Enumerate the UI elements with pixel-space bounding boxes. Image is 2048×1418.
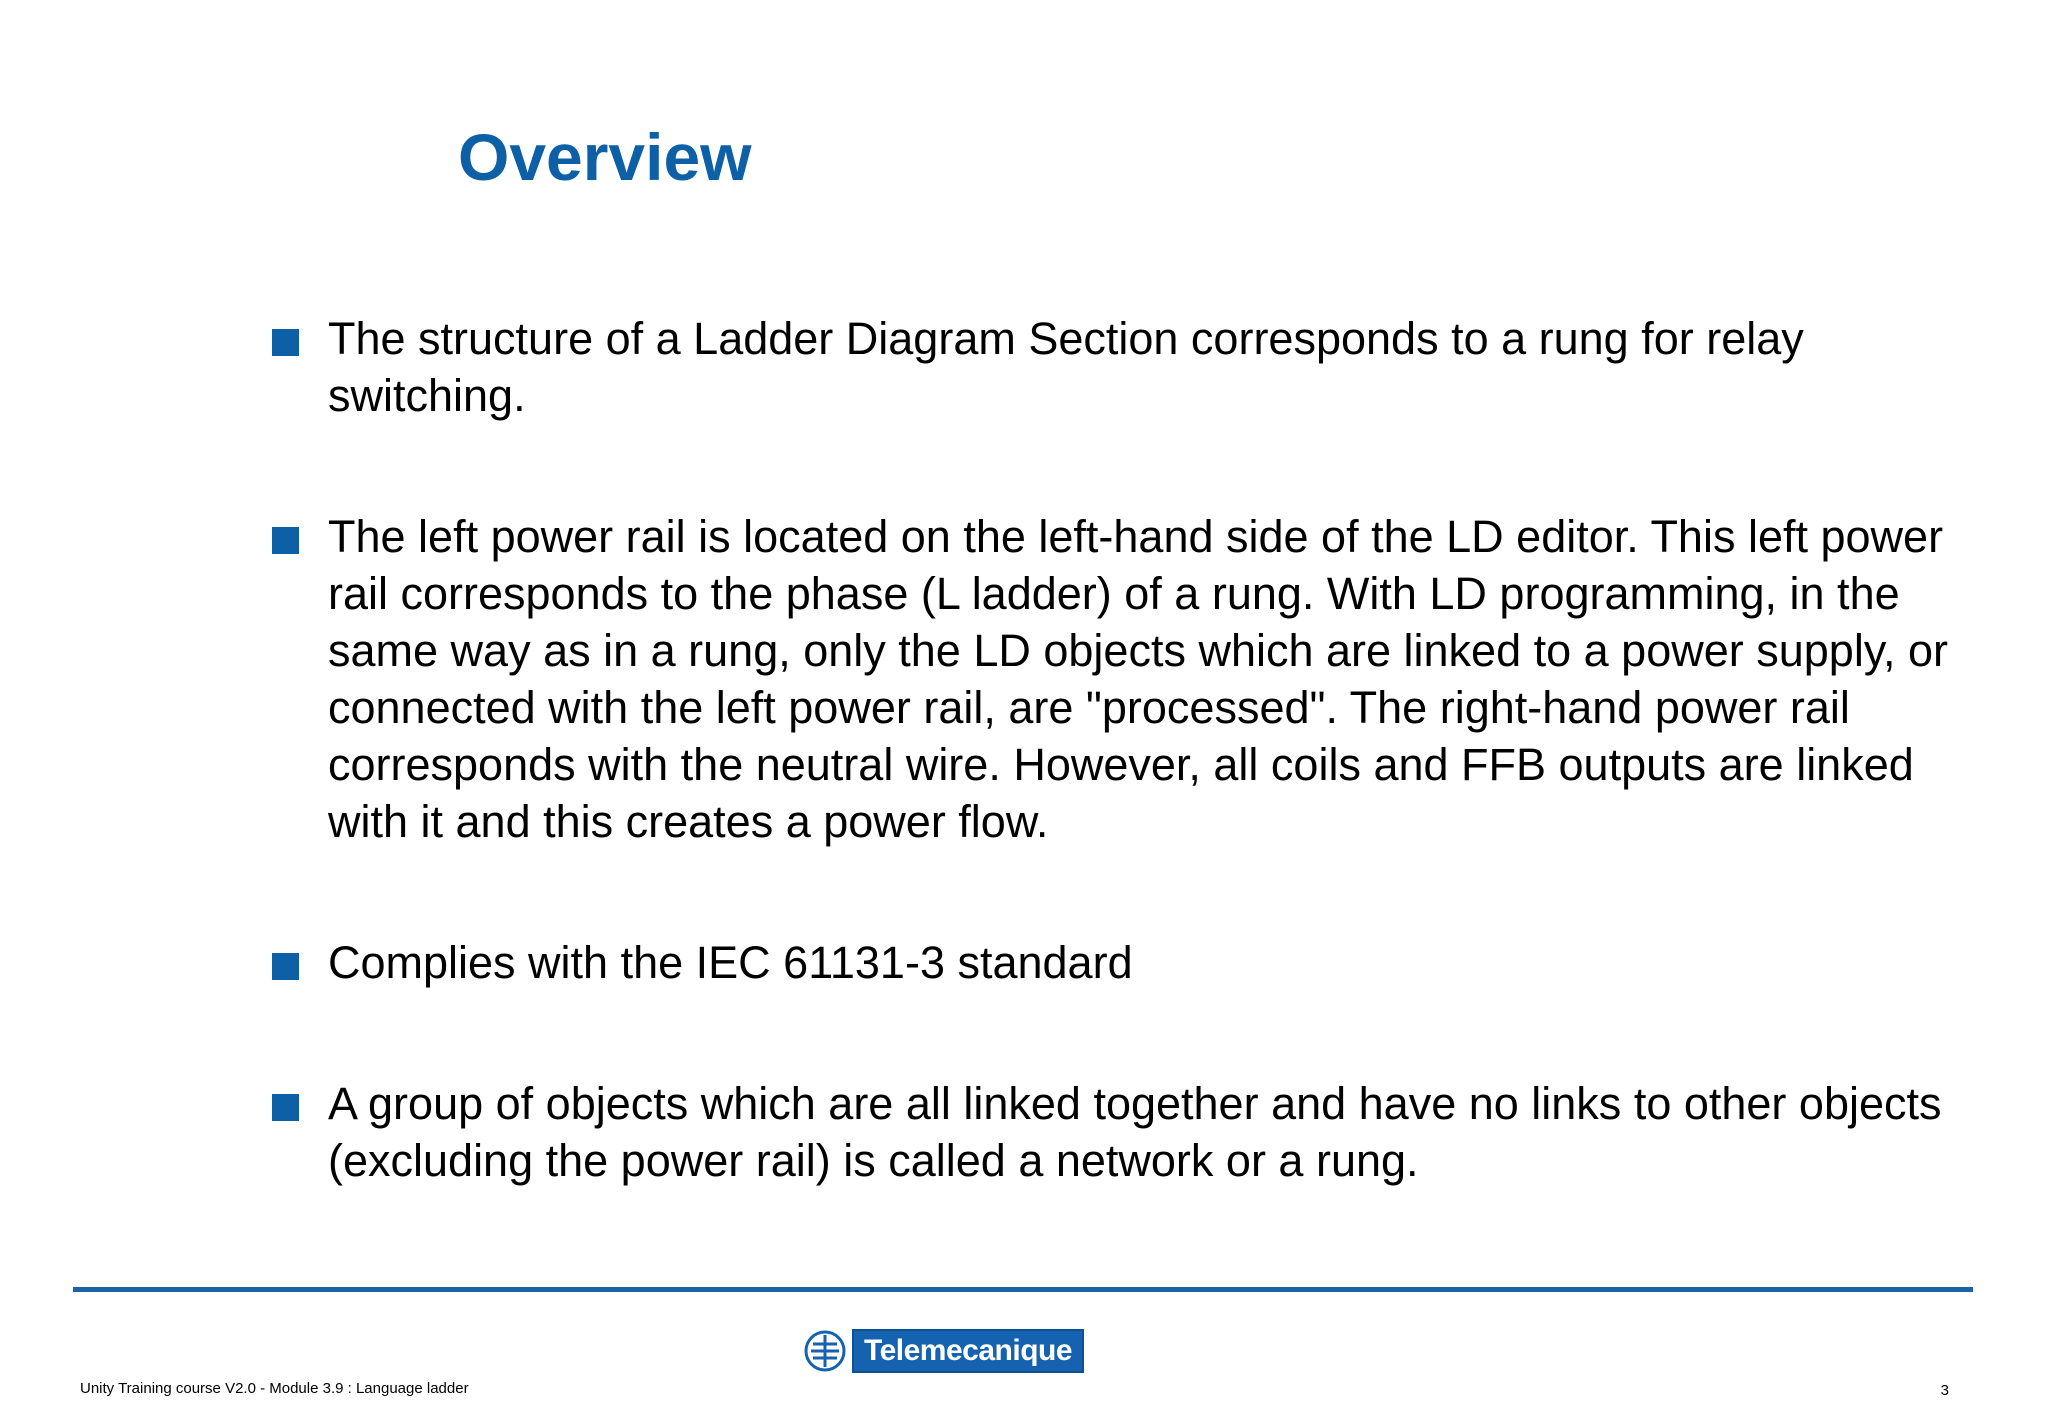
footer-course-label: Unity Training course V2.0 - Module 3.9 : Language ladder bbox=[80, 1380, 469, 1397]
bullet-list bbox=[272, 310, 1952, 1189]
square-bullet-icon bbox=[272, 329, 299, 356]
telemecanique-logo bbox=[804, 1329, 1084, 1373]
square-bullet-icon bbox=[272, 953, 299, 980]
page-number: 3 bbox=[1940, 1382, 1949, 1399]
slide-title: Overview bbox=[458, 120, 752, 194]
brand-name: Telemecanique bbox=[852, 1329, 1084, 1373]
square-bullet-icon bbox=[272, 527, 299, 554]
bullet-text: The structure of a Ladder Diagram Section corresponds to a rung for relay switching. bbox=[328, 313, 1804, 421]
telemecanique-logo-icon bbox=[804, 1330, 846, 1372]
square-bullet-icon bbox=[272, 1094, 299, 1121]
bullet-text: The left power rail is located on the left-hand side of the LD editor. This left power rail corresponds to the phase (L ladder) of a rung. With LD programming, in the same way as in a rung, only the LD objects which are linked to a power supply, or connected with the left power rail, are "processed". The right-hand power rail corresponds with the neutral wire. However, all coils and FFB outputs are linked with it and this creates a power flow. bbox=[328, 511, 1948, 847]
bullet-item bbox=[272, 934, 1952, 991]
bullet-text: Complies with the IEC 61131-3 standard bbox=[328, 937, 1133, 988]
footer-divider bbox=[73, 1287, 1973, 1292]
bullet-text: A group of objects which are all linked together and have no links to other objects (excluding the power rail) is called a network or a rung. bbox=[328, 1078, 1942, 1186]
bullet-item bbox=[272, 508, 1952, 850]
bullet-item bbox=[272, 1075, 1952, 1189]
bullet-item bbox=[272, 310, 1952, 424]
